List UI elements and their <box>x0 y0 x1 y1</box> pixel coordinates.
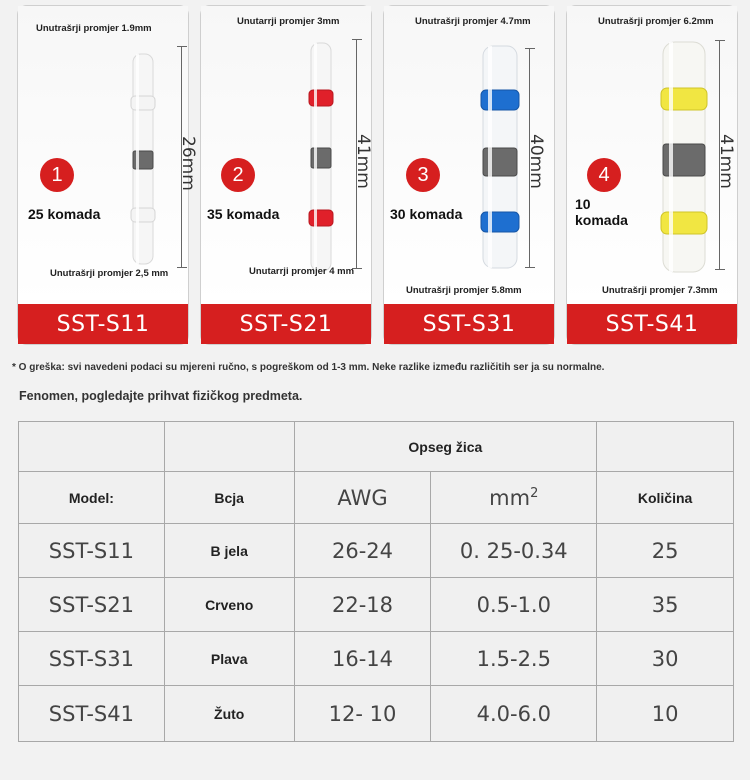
quantity-label: 35 komada <box>207 206 280 222</box>
row-quantity: 30 <box>597 632 734 686</box>
quantity-header: Količina <box>597 472 734 524</box>
color-header: Bcja <box>164 472 294 524</box>
row-model: SST-S21 <box>19 578 165 632</box>
bottom-inner-diameter-label: Unutarrji promjer 4 mm <box>249 266 355 277</box>
number-badge: 1 <box>40 158 74 192</box>
top-inner-diameter-label: Unutarrji promjer 3mm <box>237 16 340 27</box>
table-header-row <box>19 472 734 524</box>
table-row <box>19 578 734 632</box>
solder-sleeve-image <box>479 38 521 276</box>
model-banner: SST-S21 <box>201 304 371 344</box>
row-model: SST-S41 <box>19 686 165 742</box>
length-label: 40mm <box>526 134 546 189</box>
measurement-error-note: * O greška: svi navedeni podaci su mjereni ručno, s pogreškom od 1-3 mm. Neke razlike između različitih ser ja su normalne. <box>12 362 605 373</box>
empty-header-cell <box>164 422 294 472</box>
row-mm2: 4.0-6.0 <box>431 686 597 742</box>
row-color: B jela <box>164 524 294 578</box>
table-row <box>19 686 734 742</box>
product-image-area <box>567 6 737 304</box>
product-card-sst-s21 <box>200 5 372 345</box>
bottom-inner-diameter-label: Unutrašrji promjer 5.8mm <box>406 285 522 296</box>
number-badge: 3 <box>406 158 440 192</box>
row-color: Crveno <box>164 578 294 632</box>
quantity-label: 25 komada <box>28 206 101 222</box>
model-header: Model: <box>19 472 165 524</box>
number-badge: 2 <box>221 158 255 192</box>
row-mm2: 0.5-1.0 <box>431 578 597 632</box>
number-badge: 4 <box>587 158 621 192</box>
row-awg: 12- 10 <box>294 686 431 742</box>
specification-table <box>18 421 734 742</box>
bottom-inner-diameter-label: Unutrašrji promjer 7.3mm <box>602 285 718 296</box>
product-card-sst-s41 <box>566 5 738 345</box>
mm2-header <box>431 472 597 524</box>
top-inner-diameter-label: Unutrašrji promjer 4.7mm <box>415 16 531 27</box>
empty-header-cell <box>19 422 165 472</box>
row-color: Žuto <box>164 686 294 742</box>
row-mm2: 0. 25-0.34 <box>431 524 597 578</box>
mm2-superscript: 2 <box>530 485 539 501</box>
row-awg: 22-18 <box>294 578 431 632</box>
row-awg: 26-24 <box>294 524 431 578</box>
row-quantity: 25 <box>597 524 734 578</box>
solder-sleeve-image <box>128 44 158 272</box>
table-row <box>19 524 734 578</box>
length-label: 41mm <box>716 134 736 189</box>
product-cards <box>17 5 739 345</box>
empty-header-cell <box>597 422 734 472</box>
mm2-unit-text: mm <box>489 485 531 510</box>
model-banner: SST-S41 <box>567 304 737 344</box>
solder-sleeve-image <box>659 38 709 276</box>
table-group-header-row <box>19 422 734 472</box>
product-image-area <box>201 6 371 304</box>
awg-header: AWG <box>294 472 431 524</box>
model-banner: SST-S11 <box>18 304 188 344</box>
row-awg: 16-14 <box>294 632 431 686</box>
top-inner-diameter-label: Unutrašrji promjer 6.2mm <box>598 16 714 27</box>
row-quantity: 10 <box>597 686 734 742</box>
row-model: SST-S11 <box>19 524 165 578</box>
top-inner-diameter-label: Unutrašrji promjer 1.9mm <box>36 23 152 34</box>
table-row <box>19 632 734 686</box>
row-model: SST-S31 <box>19 632 165 686</box>
row-color: Plava <box>164 632 294 686</box>
product-image-area <box>384 6 554 304</box>
model-banner: SST-S31 <box>384 304 554 344</box>
bottom-inner-diameter-label: Unutrašrji promjer 2,5 mm <box>50 268 169 279</box>
solder-sleeve-image <box>306 38 336 276</box>
quantity-label: 10 komada <box>575 196 628 228</box>
product-card-sst-s31 <box>383 5 555 345</box>
product-card-sst-s11 <box>17 5 198 345</box>
product-image-area <box>18 6 198 304</box>
physical-object-note: Fenomen, pogledajte prihvat fizičkog predmeta. <box>19 389 303 403</box>
quantity-label: 30 komada <box>390 206 463 222</box>
length-label: 41mm <box>353 134 373 189</box>
row-quantity: 35 <box>597 578 734 632</box>
wire-range-header: Opseg žica <box>294 422 597 472</box>
length-label: 26mm <box>178 136 198 191</box>
row-mm2: 1.5-2.5 <box>431 632 597 686</box>
